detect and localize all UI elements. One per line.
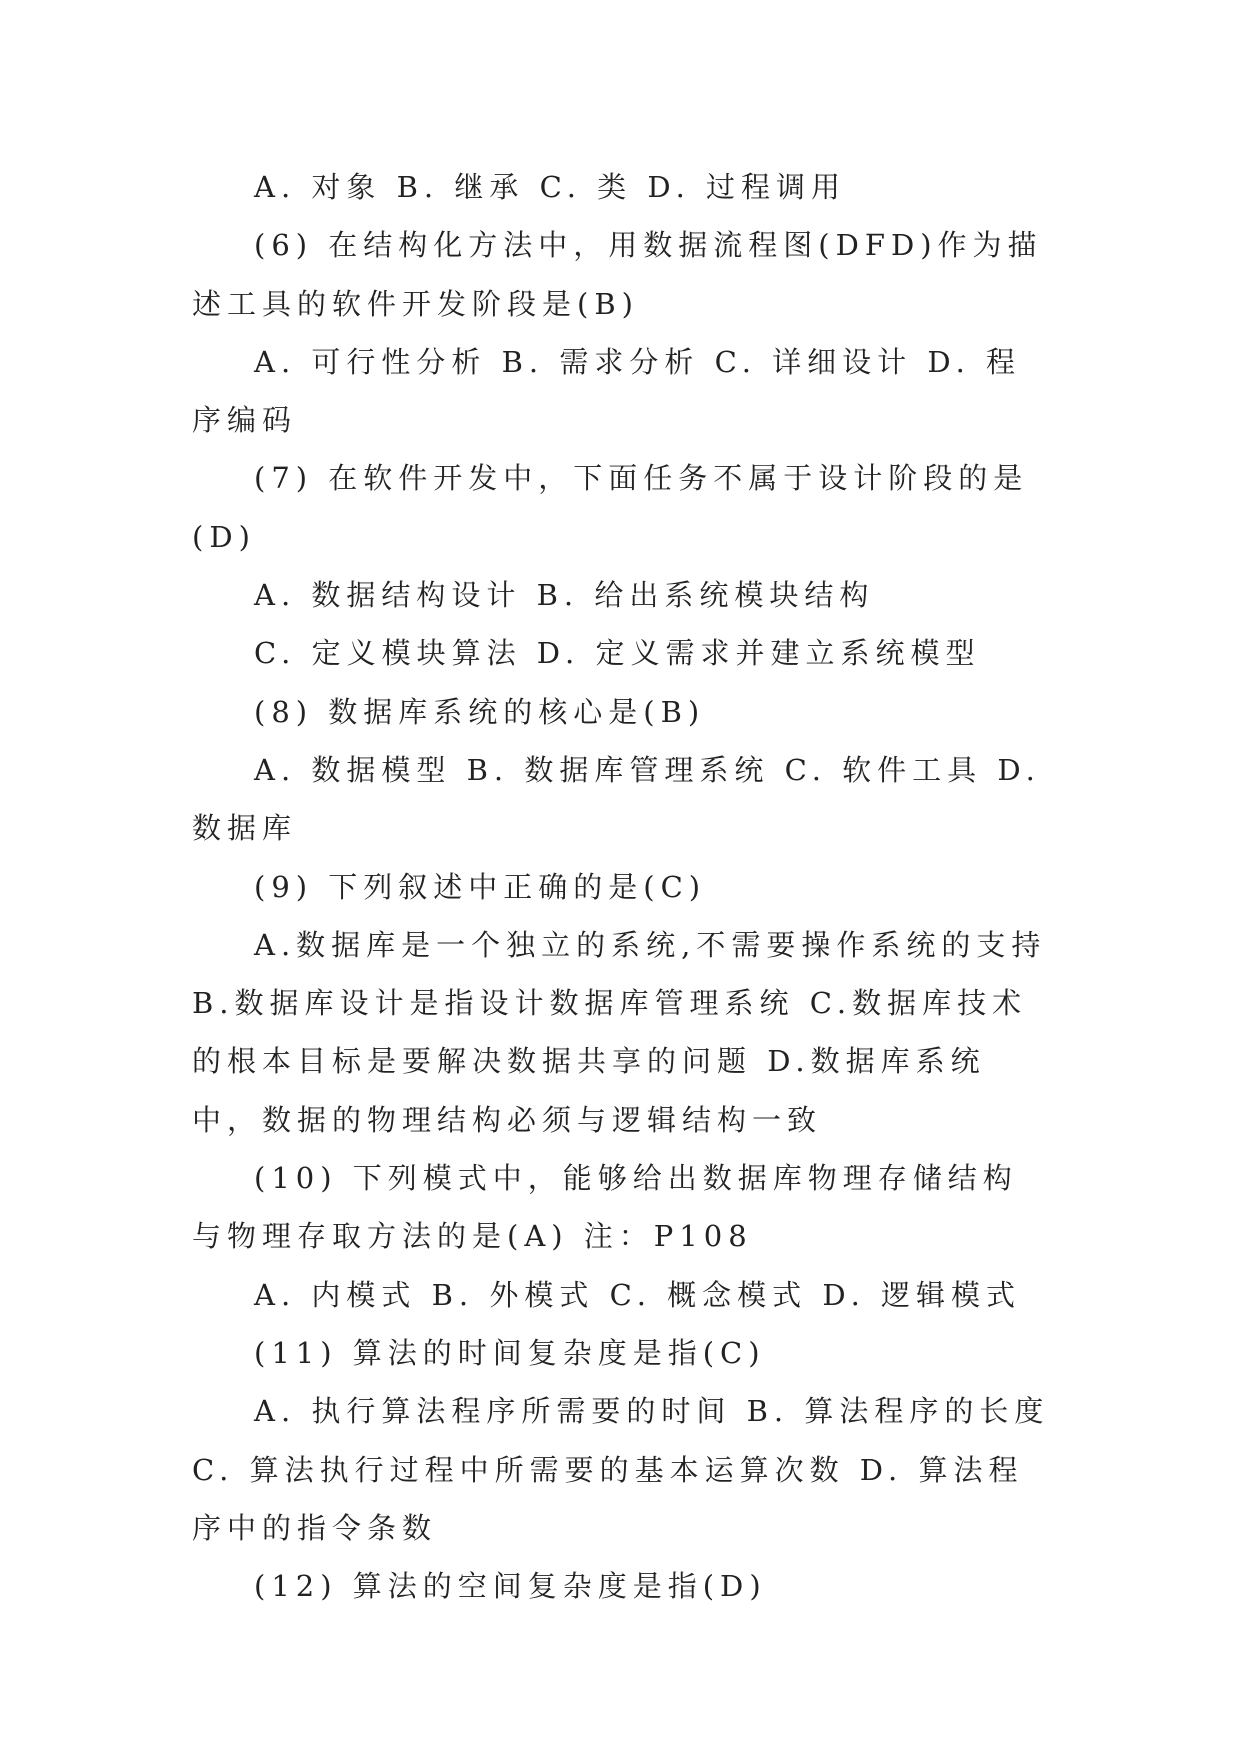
question-8: (8) 数据库系统的核心是(B) bbox=[254, 694, 706, 729]
question-9: (9) 下列叙述中正确的是(C) bbox=[254, 869, 707, 904]
question-7: (7) 在软件开发中，下面任务不属于设计阶段的是(D) bbox=[192, 461, 1029, 554]
paragraph-options-10: A. 内模式 B. 外模式 C. 概念模式 D. 逻辑模式 bbox=[254, 1277, 1022, 1312]
document-body bbox=[192, 158, 1050, 1615]
question-11: (11) 算法的时间复杂度是指(C) bbox=[254, 1335, 766, 1370]
question-10: (10) 下列模式中，能够给出数据库物理存储结构与物理存取方法的是(A) 注：P108 bbox=[192, 1161, 1018, 1254]
paragraph-options-7a: A. 数据结构设计 B. 给出系统模块结构 bbox=[254, 578, 875, 613]
paragraph-options-9: A.数据库是一个独立的系统,不需要操作系统的支持 B.数据库设计是指设计数据库管理系统 C.数据库技术的根本目标是要解决数据共享的问题 D.数据库系统中，数据的物理结构必须与逻辑结构一致 bbox=[192, 927, 1047, 1137]
question-6: (6) 在结构化方法中，用数据流程图(DFD)作为描述工具的软件开发阶段是(B) bbox=[192, 228, 1043, 321]
paragraph-options-8: A. 数据模型 B. 数据库管理系统 C. 软件工具 D. 数据库 bbox=[192, 752, 1041, 846]
paragraph-options-6: A. 可行性分析 B. 需求分析 C. 详细设计 D. 程序编码 bbox=[192, 344, 1022, 438]
paragraph-options-7b: C. 定义模块算法 D. 定义需求并建立系统模型 bbox=[254, 636, 981, 671]
question-12: (12) 算法的空间复杂度是指(D) bbox=[254, 1569, 767, 1604]
paragraph-options-5: A. 对象 B. 继承 C. 类 D. 过程调用 bbox=[254, 170, 847, 204]
paragraph-options-11: A. 执行算法程序所需要的时间 B. 算法程序的长度 C. 算法执行过程中所需要的基本运算次数 D. 算法程序中的指令条数 bbox=[192, 1394, 1050, 1545]
